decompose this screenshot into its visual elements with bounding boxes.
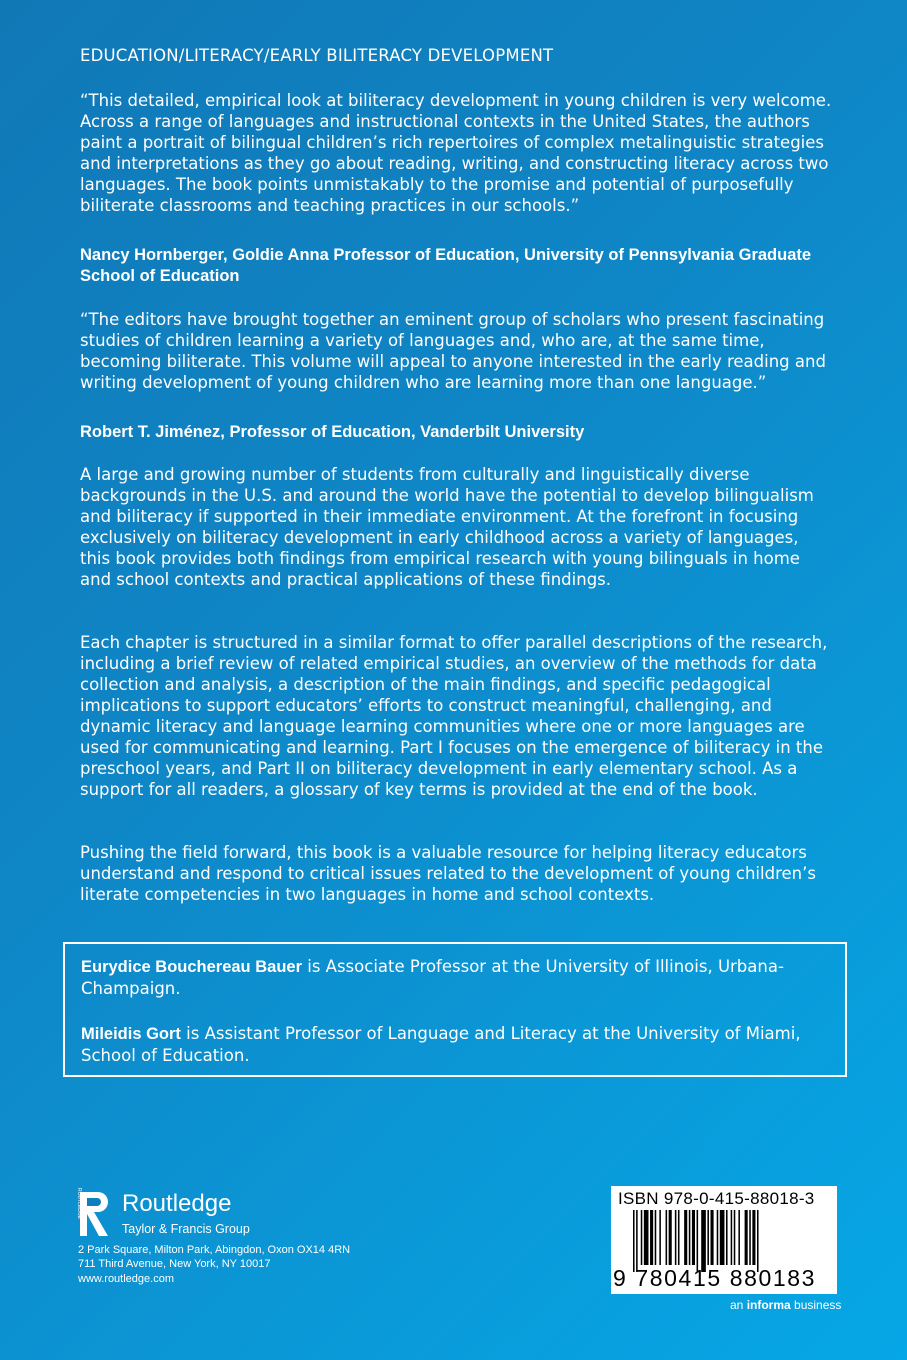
barcode-bar: [720, 1210, 725, 1265]
description-paragraph-1: A large and growing number of students from culturally and linguistically diverse backgrounds in the U.S. and around the world have the potential to develop bilingualism and biliteracy if supported in their immediate environment. At the forefront in focusing exclusively on biliteracy development in early childhood across a variety of languages, this book provides both findings from empirical research with young bilinguals in home and school contexts and practical applications of these findings.: [80, 465, 814, 589]
barcode-bar: [684, 1210, 687, 1265]
barcode-bar: [644, 1210, 649, 1265]
category-heading: EDUCATION/LITERACY/EARLY BILITERACY DEVELOPMENT: [80, 46, 554, 65]
logo-wordmark: ROUTLEDGE: [76, 1188, 82, 1220]
review-attribution-1: Nancy Hornberger, Goldie Anna Professor of Education, University of Pennsylvania Graduate School of Education: [80, 246, 812, 285]
barcode-bar: [734, 1210, 736, 1265]
barcode-bar: [752, 1210, 755, 1265]
author-name-1: Eurydice Bouchereau Bauer: [81, 958, 302, 976]
author-bio-2: [81, 1023, 821, 1066]
review-quote-1: “This detailed, empirical look at biliteracy development in young children is very welcome. Across a range of languages and instructional contexts in the United States, the authors paint a portrait of bilingual children’s rich repertoires of complex metalinguistic strategies and interpretations as they go about reading, writing, and constructing literacy across two languages. The book points unmistakably to the promise and potential of purposefully biliterate classrooms and teaching practices in our schools.”: [80, 91, 832, 215]
barcode-bar: [738, 1210, 740, 1265]
barcode-bar: [749, 1210, 751, 1265]
barcode-bar: [689, 1210, 691, 1265]
barcode-bar: [697, 1210, 699, 1272]
informa-suffix: business: [790, 1298, 842, 1312]
publisher-address-uk: 2 Park Square, Milton Park, Abingdon, Oxon OX14 4RN: [78, 1244, 351, 1256]
barcode-bar: [655, 1210, 657, 1265]
barcode-bar: [731, 1210, 733, 1265]
publisher-address-us: 711 Third Avenue, New York, NY 10017: [78, 1258, 271, 1270]
routledge-logo-icon: [76, 1186, 116, 1242]
author-name-2: Mileidis Gort: [81, 1025, 181, 1043]
barcode-bar: [711, 1210, 714, 1265]
isbn-label: ISBN 978-0-415-88018-3: [618, 1189, 815, 1208]
review-attribution-2: Robert T. Jiménez, Professor of Education, Vanderbilt University: [80, 423, 585, 441]
barcode-bar: [675, 1210, 677, 1265]
barcode-bars: [633, 1210, 833, 1272]
barcode-bar: [692, 1210, 695, 1265]
barcode-bar: [701, 1210, 706, 1272]
barcode-digits: 9 780415 880183: [613, 1265, 817, 1291]
barcode-bar: [707, 1210, 709, 1265]
informa-brand: informa: [746, 1298, 791, 1312]
barcode-bar: [757, 1210, 759, 1272]
barcode-bar: [678, 1210, 680, 1265]
isbn-barcode: [611, 1186, 837, 1294]
author-bio-1: [81, 956, 821, 999]
barcode-bar: [636, 1210, 638, 1272]
barcode-bar: [633, 1210, 635, 1272]
barcode-bar: [659, 1210, 661, 1265]
barcode-bar: [666, 1210, 668, 1265]
barcode-bar: [726, 1210, 728, 1265]
description-paragraph-3: Pushing the field forward, this book is a valuable resource for helping literacy educators understand and respond to critical issues related to the development of young children’s literate competencies in two languages in home and school contexts.: [80, 843, 816, 904]
author-bio-box: [63, 942, 847, 1077]
publisher-group: Taylor & Francis Group: [122, 1222, 250, 1236]
informa-tagline: [730, 1298, 841, 1312]
author-bio-text-2: is Assistant Professor of Language and Literacy at the University of Miami, School of Education.: [81, 1024, 801, 1065]
publisher-website[interactable]: www.routledge.com: [78, 1273, 174, 1285]
barcode-bar: [641, 1210, 643, 1265]
publisher-name: Routledge: [122, 1190, 232, 1217]
barcode-bar: [650, 1210, 653, 1265]
informa-prefix: an: [730, 1298, 747, 1312]
barcode-bar: [717, 1210, 719, 1265]
author-bio-text-1: is Associate Professor at the University of Illinois, Urbana-Champaign.: [81, 957, 784, 998]
barcode-bar: [745, 1210, 748, 1265]
review-quote-2: “The editors have brought together an eminent group of scholars who present fascinating studies of children learning a variety of languages and, who are, at the same time, becoming biliterate. This volume will appeal to anyone interested in the early reading and writing development of young children who are learning more than one language.”: [80, 310, 826, 392]
description-paragraph-2: Each chapter is structured in a similar format to offer parallel descriptions of the research, including a brief review of related empirical studies, an overview of the methods for data collection and analysis, a description of the main findings, and specific pedagogical implications to support educators’ efforts to construct meaningful, challenging, and dynamic literacy and language learning communities where one or more languages are used for communicating and learning. Part I focuses on the emergence of biliteracy in the preschool years, and Part II on biliteracy development in early elementary school. As a support for all readers, a glossary of key terms is provided at the end of the book.: [80, 633, 828, 799]
barcode-bar: [669, 1210, 672, 1265]
